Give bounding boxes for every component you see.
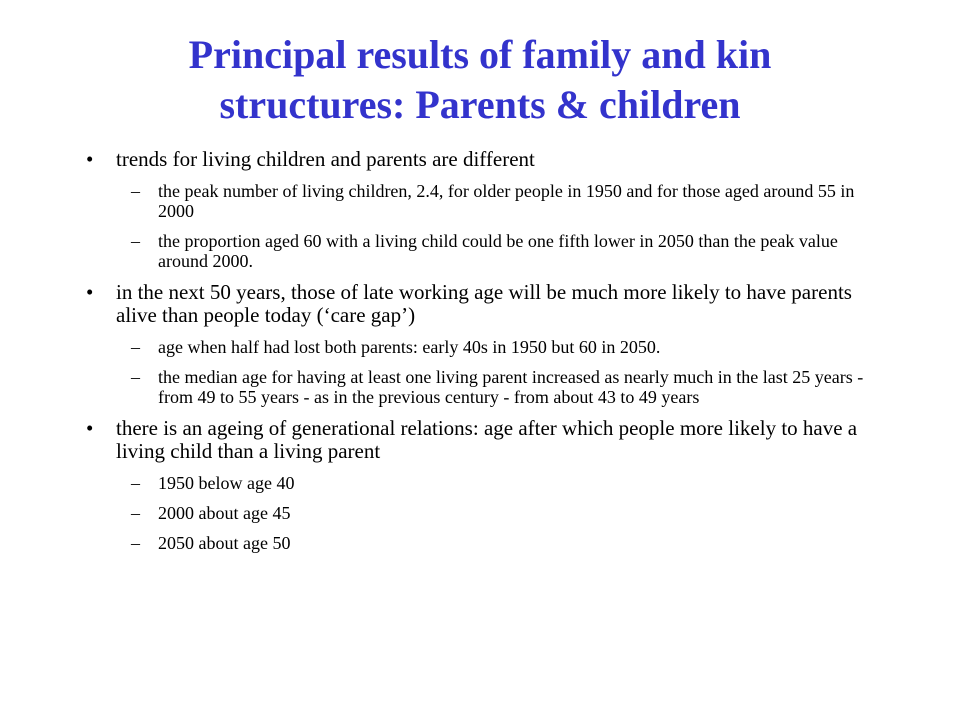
dash-marker: – [131, 231, 140, 251]
sub-point-text: the median age for having at least one living parent increased as nearly much in the last 25 years - from 49 to 55 years - as in the previous century - from about 43 to 49 years [158, 367, 864, 407]
sub-point-1-2 [0, 231, 960, 271]
sub-point-text: 1950 below age 40 [158, 473, 295, 493]
title-line-1: Principal results of family and kin [188, 32, 772, 77]
bullet-marker: • [86, 416, 94, 440]
bullet-point-3 [0, 417, 960, 463]
slide-body [0, 148, 960, 563]
bullet-point-1 [0, 148, 960, 171]
dash-marker: – [131, 533, 140, 553]
dash-marker: – [131, 337, 140, 357]
sub-point-3-2 [0, 503, 960, 523]
sub-point-3-3 [0, 533, 960, 553]
sub-point-1-1 [0, 181, 960, 221]
bullet-marker: • [86, 147, 94, 171]
sub-point-text: the proportion aged 60 with a living child could be one fifth lower in 2050 than the peak value around 2000. [158, 231, 838, 271]
dash-marker: – [131, 181, 140, 201]
bullet-marker: • [86, 280, 94, 304]
title-line-2: structures: Parents & children [219, 82, 741, 127]
dash-marker: – [131, 503, 140, 523]
sub-point-3-1 [0, 473, 960, 493]
bullet-text: in the next 50 years, those of late working age will be much more likely to have parents alive than people today (‘care gap’) [116, 280, 852, 327]
sub-point-2-2 [0, 367, 960, 407]
sub-point-text: 2000 about age 45 [158, 503, 291, 523]
bullet-text: there is an ageing of generational relations: age after which people more likely to have a living child than a living parent [116, 416, 858, 463]
dash-marker: – [131, 367, 140, 387]
bullet-point-2 [0, 281, 960, 327]
bullet-text: trends for living children and parents are different [116, 147, 535, 171]
sub-point-text: age when half had lost both parents: early 40s in 1950 but 60 in 2050. [158, 337, 661, 357]
sub-point-text: the peak number of living children, 2.4, for older people in 1950 and for those aged around 55 in 2000 [158, 181, 855, 221]
dash-marker: – [131, 473, 140, 493]
sub-point-2-1 [0, 337, 960, 357]
slide-title [40, 30, 920, 130]
sub-point-text: 2050 about age 50 [158, 533, 291, 553]
